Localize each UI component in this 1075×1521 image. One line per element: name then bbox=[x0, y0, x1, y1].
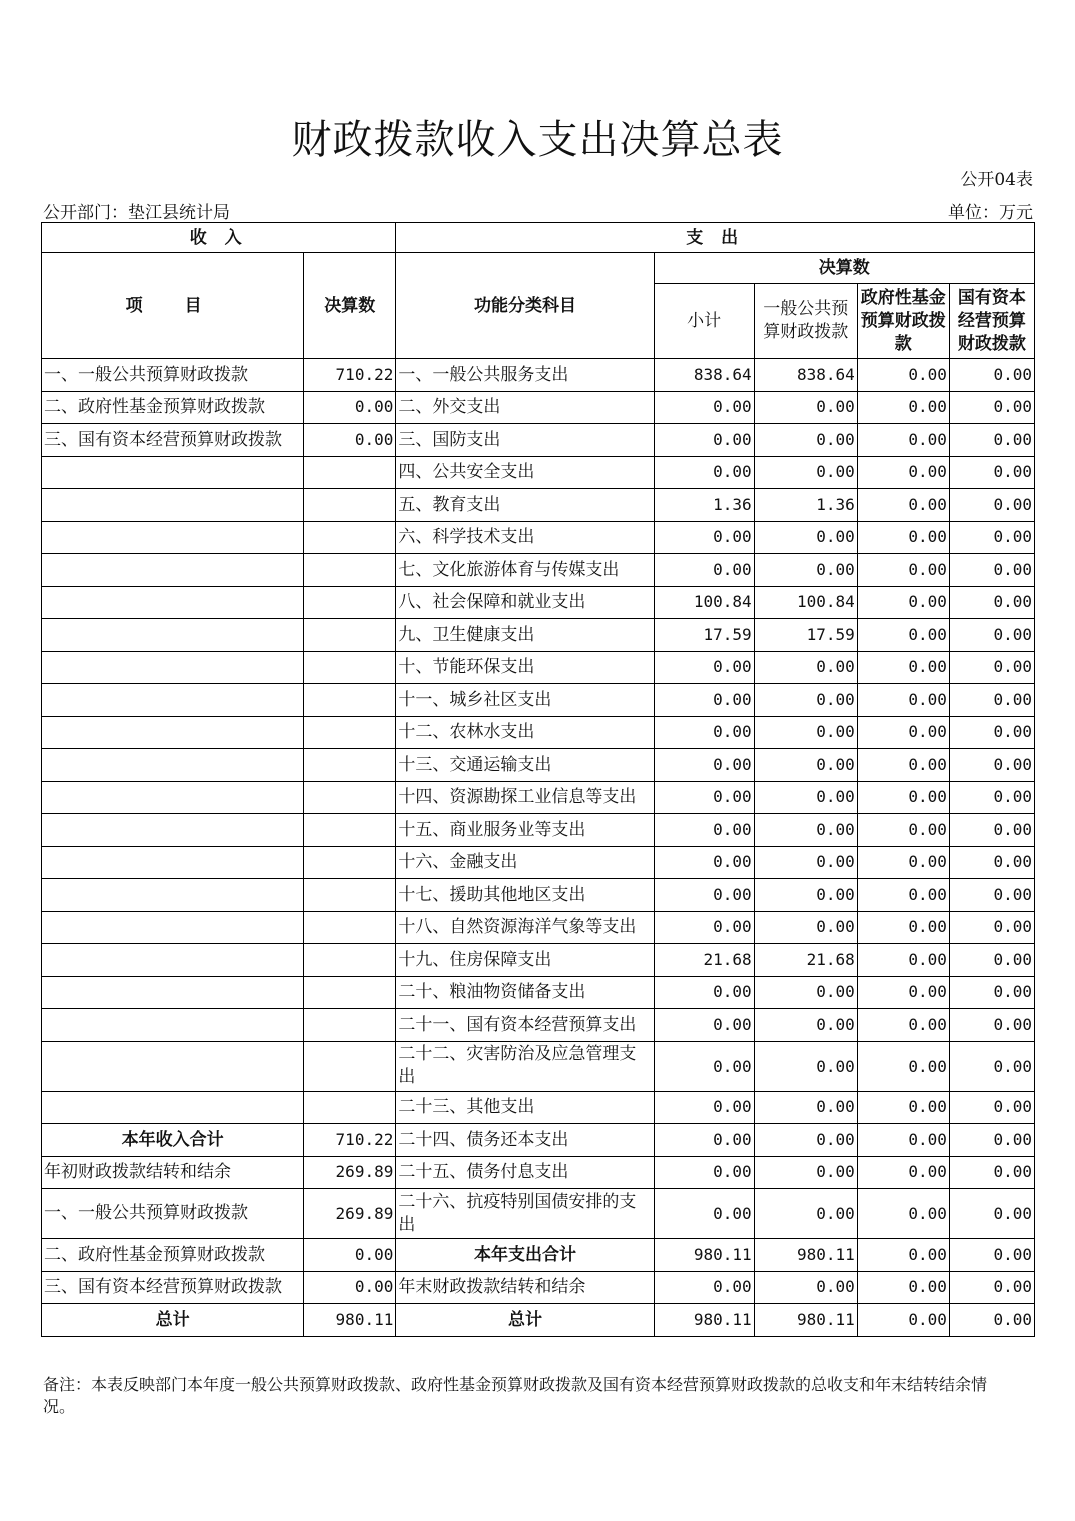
table-row bbox=[42, 651, 1035, 684]
general-budget-cell: 0.00 bbox=[754, 1271, 857, 1304]
general-budget-cell: 0.00 bbox=[754, 424, 857, 457]
table-row bbox=[42, 1304, 1035, 1337]
general-budget-cell: 980.11 bbox=[754, 1304, 857, 1337]
general-budget-cell: 0.00 bbox=[754, 716, 857, 749]
subtotal-cell: 0.00 bbox=[654, 424, 754, 457]
category-header: 功能分类科目 bbox=[396, 253, 654, 359]
fund-budget-cell: 0.00 bbox=[857, 716, 949, 749]
expenditure-item-cell: 十一、城乡社区支出 bbox=[396, 684, 654, 717]
fund-budget-cell: 0.00 bbox=[857, 781, 949, 814]
income-amount-cell bbox=[304, 716, 396, 749]
expenditure-item-cell: 十、节能环保支出 bbox=[396, 651, 654, 684]
income-amount-cell bbox=[304, 1009, 396, 1042]
table-row bbox=[42, 456, 1035, 489]
subtotal-cell: 0.00 bbox=[654, 976, 754, 1009]
income-amount-cell: 0.00 bbox=[304, 391, 396, 424]
subtotal-cell: 0.00 bbox=[654, 1091, 754, 1124]
general-budget-cell: 0.00 bbox=[754, 1156, 857, 1189]
expenditure-item-cell: 二十三、其他支出 bbox=[396, 1091, 654, 1124]
general-budget-cell: 0.00 bbox=[754, 1189, 857, 1239]
state-capital-cell: 0.00 bbox=[949, 911, 1034, 944]
table-row bbox=[42, 944, 1035, 977]
fund-budget-cell: 0.00 bbox=[857, 424, 949, 457]
expenditure-item-cell: 十九、住房保障支出 bbox=[396, 944, 654, 977]
income-amount-cell bbox=[304, 879, 396, 912]
subtotal-cell: 100.84 bbox=[654, 586, 754, 619]
table-row bbox=[42, 814, 1035, 847]
income-amount-cell: 0.00 bbox=[304, 424, 396, 457]
income-amount-cell bbox=[304, 976, 396, 1009]
subtotal-cell: 0.00 bbox=[654, 1271, 754, 1304]
state-capital-cell: 0.00 bbox=[949, 684, 1034, 717]
general-budget-cell: 0.00 bbox=[754, 521, 857, 554]
subtotal-cell: 0.00 bbox=[654, 521, 754, 554]
income-item-cell bbox=[42, 456, 304, 489]
income-amount-cell bbox=[304, 749, 396, 782]
general-budget-cell: 0.00 bbox=[754, 554, 857, 587]
expenditure-item-cell: 二十五、债务付息支出 bbox=[396, 1156, 654, 1189]
expenditure-item-cell: 十六、金融支出 bbox=[396, 846, 654, 879]
state-capital-cell: 0.00 bbox=[949, 651, 1034, 684]
table-row bbox=[42, 586, 1035, 619]
income-item-cell bbox=[42, 976, 304, 1009]
fund-budget-cell: 0.00 bbox=[857, 456, 949, 489]
fund-budget-cell: 0.00 bbox=[857, 911, 949, 944]
table-row bbox=[42, 521, 1035, 554]
state-capital-cell: 0.00 bbox=[949, 781, 1034, 814]
state-capital-header: 国有资本经营预算财政拨款 bbox=[949, 284, 1034, 359]
general-budget-cell: 980.11 bbox=[754, 1239, 857, 1272]
state-capital-cell: 0.00 bbox=[949, 944, 1034, 977]
income-amount-cell bbox=[304, 489, 396, 522]
expenditure-item-cell: 十八、自然资源海洋气象等支出 bbox=[396, 911, 654, 944]
state-capital-cell: 0.00 bbox=[949, 359, 1034, 392]
fund-budget-cell: 0.00 bbox=[857, 1239, 949, 1272]
income-item-cell: 三、国有资本经营预算财政拨款 bbox=[42, 424, 304, 457]
general-budget-cell: 0.00 bbox=[754, 651, 857, 684]
fund-budget-cell: 0.00 bbox=[857, 651, 949, 684]
table-row bbox=[42, 1271, 1035, 1304]
state-capital-cell: 0.00 bbox=[949, 1156, 1034, 1189]
fund-budget-cell: 0.00 bbox=[857, 1156, 949, 1189]
state-capital-cell: 0.00 bbox=[949, 521, 1034, 554]
income-amount-cell bbox=[304, 651, 396, 684]
budget-table bbox=[41, 222, 1035, 1337]
income-amount-cell bbox=[304, 619, 396, 652]
state-capital-cell: 0.00 bbox=[949, 1304, 1034, 1337]
general-budget-cell: 0.00 bbox=[754, 814, 857, 847]
table-row bbox=[42, 716, 1035, 749]
table-row bbox=[42, 781, 1035, 814]
unit-label: 单位：万元 bbox=[948, 203, 1033, 223]
expenditure-item-cell: 四、公共安全支出 bbox=[396, 456, 654, 489]
subtotal-cell: 0.00 bbox=[654, 911, 754, 944]
expenditure-item-cell: 二十、粮油物资储备支出 bbox=[396, 976, 654, 1009]
subtotal-cell: 0.00 bbox=[654, 814, 754, 847]
fund-budget-cell: 0.00 bbox=[857, 684, 949, 717]
fund-budget-cell: 0.00 bbox=[857, 1009, 949, 1042]
subtotal-cell: 980.11 bbox=[654, 1239, 754, 1272]
expenditure-item-cell: 总计 bbox=[396, 1304, 654, 1337]
subtotal-cell: 0.00 bbox=[654, 846, 754, 879]
income-amount-cell bbox=[304, 684, 396, 717]
table-row bbox=[42, 1041, 1035, 1091]
expenditure-item-cell: 六、科学技术支出 bbox=[396, 521, 654, 554]
subtotal-cell: 0.00 bbox=[654, 1156, 754, 1189]
expenditure-header: 支 出 bbox=[396, 223, 1035, 253]
expenditure-item-cell: 十二、农林水支出 bbox=[396, 716, 654, 749]
income-item-cell bbox=[42, 911, 304, 944]
subtotal-cell: 980.11 bbox=[654, 1304, 754, 1337]
table-row bbox=[42, 1189, 1035, 1239]
table-body bbox=[42, 359, 1035, 1337]
table-row bbox=[42, 1009, 1035, 1042]
subtotal-cell: 0.00 bbox=[654, 1124, 754, 1157]
income-item-cell bbox=[42, 749, 304, 782]
expenditure-item-cell: 十三、交通运输支出 bbox=[396, 749, 654, 782]
expenditure-item-cell: 十五、商业服务业等支出 bbox=[396, 814, 654, 847]
fund-budget-header: 政府性基金预算财政拨款 bbox=[857, 284, 949, 359]
general-budget-cell: 0.00 bbox=[754, 749, 857, 782]
general-budget-cell: 0.00 bbox=[754, 1009, 857, 1042]
fund-budget-cell: 0.00 bbox=[857, 1271, 949, 1304]
table-row bbox=[42, 1156, 1035, 1189]
fund-budget-cell: 0.00 bbox=[857, 586, 949, 619]
income-item-cell: 总计 bbox=[42, 1304, 304, 1337]
state-capital-cell: 0.00 bbox=[949, 846, 1034, 879]
income-item-cell bbox=[42, 846, 304, 879]
general-budget-cell: 21.68 bbox=[754, 944, 857, 977]
income-amount-header: 决算数 bbox=[304, 253, 396, 359]
state-capital-cell: 0.00 bbox=[949, 489, 1034, 522]
general-budget-cell: 0.00 bbox=[754, 879, 857, 912]
general-budget-cell: 17.59 bbox=[754, 619, 857, 652]
fund-budget-cell: 0.00 bbox=[857, 521, 949, 554]
subtotal-header: 小计 bbox=[654, 284, 754, 359]
subtotal-cell: 0.00 bbox=[654, 1041, 754, 1091]
state-capital-cell: 0.00 bbox=[949, 976, 1034, 1009]
general-budget-cell: 0.00 bbox=[754, 1091, 857, 1124]
general-budget-cell: 0.00 bbox=[754, 391, 857, 424]
expenditure-item-cell: 一、一般公共服务支出 bbox=[396, 359, 654, 392]
table-row bbox=[42, 359, 1035, 392]
fund-budget-cell: 0.00 bbox=[857, 846, 949, 879]
department-label: 公开部门：垫江县统计局 bbox=[43, 203, 230, 223]
fund-budget-cell: 0.00 bbox=[857, 554, 949, 587]
subtotal-cell: 0.00 bbox=[654, 554, 754, 587]
subtotal-cell: 0.00 bbox=[654, 781, 754, 814]
state-capital-cell: 0.00 bbox=[949, 1271, 1034, 1304]
income-amount-cell: 0.00 bbox=[304, 1271, 396, 1304]
income-item-cell: 二、政府性基金预算财政拨款 bbox=[42, 391, 304, 424]
fund-budget-cell: 0.00 bbox=[857, 619, 949, 652]
fund-budget-cell: 0.00 bbox=[857, 391, 949, 424]
table-row bbox=[42, 976, 1035, 1009]
income-amount-cell bbox=[304, 554, 396, 587]
income-item-cell: 一、一般公共预算财政拨款 bbox=[42, 1189, 304, 1239]
expenditure-item-cell: 七、文化旅游体育与传媒支出 bbox=[396, 554, 654, 587]
income-item-cell bbox=[42, 554, 304, 587]
table-row bbox=[42, 879, 1035, 912]
income-item-cell bbox=[42, 619, 304, 652]
state-capital-cell: 0.00 bbox=[949, 716, 1034, 749]
footnote: 备注：本表反映部门本年度一般公共预算财政拨款、政府性基金预算财政拨款及国有资本经营预算财政拨款的总收支和年末结转结余情况。 bbox=[43, 1375, 988, 1416]
income-amount-cell bbox=[304, 456, 396, 489]
income-amount-cell: 710.22 bbox=[304, 359, 396, 392]
income-item-cell: 二、政府性基金预算财政拨款 bbox=[42, 1239, 304, 1272]
general-budget-cell: 100.84 bbox=[754, 586, 857, 619]
state-capital-cell: 0.00 bbox=[949, 1124, 1034, 1157]
income-amount-cell bbox=[304, 846, 396, 879]
expenditure-item-cell: 年末财政拨款结转和结余 bbox=[396, 1271, 654, 1304]
table-row bbox=[42, 554, 1035, 587]
subtotal-cell: 0.00 bbox=[654, 1189, 754, 1239]
expenditure-item-cell: 五、教育支出 bbox=[396, 489, 654, 522]
fund-budget-cell: 0.00 bbox=[857, 1041, 949, 1091]
income-item-cell bbox=[42, 521, 304, 554]
subtotal-cell: 0.00 bbox=[654, 749, 754, 782]
subtotal-cell: 17.59 bbox=[654, 619, 754, 652]
income-item-cell bbox=[42, 716, 304, 749]
income-item-cell: 三、国有资本经营预算财政拨款 bbox=[42, 1271, 304, 1304]
fund-budget-cell: 0.00 bbox=[857, 359, 949, 392]
subtotal-cell: 21.68 bbox=[654, 944, 754, 977]
expenditure-item-cell: 九、卫生健康支出 bbox=[396, 619, 654, 652]
expenditure-item-cell: 十四、资源勘探工业信息等支出 bbox=[396, 781, 654, 814]
state-capital-cell: 0.00 bbox=[949, 456, 1034, 489]
general-budget-header: 一般公共预算财政拨款 bbox=[754, 284, 857, 359]
income-amount-cell bbox=[304, 911, 396, 944]
expenditure-item-cell: 二十一、国有资本经营预算支出 bbox=[396, 1009, 654, 1042]
income-item-cell bbox=[42, 586, 304, 619]
general-budget-cell: 0.00 bbox=[754, 1041, 857, 1091]
expenditure-item-cell: 二十四、债务还本支出 bbox=[396, 1124, 654, 1157]
income-item-cell: 一、一般公共预算财政拨款 bbox=[42, 359, 304, 392]
page-title: 财政拨款收入支出决算总表 bbox=[291, 117, 784, 163]
income-amount-cell bbox=[304, 521, 396, 554]
fund-budget-cell: 0.00 bbox=[857, 1304, 949, 1337]
subtotal-cell: 0.00 bbox=[654, 456, 754, 489]
general-budget-cell: 0.00 bbox=[754, 684, 857, 717]
table-row bbox=[42, 911, 1035, 944]
income-item-cell: 本年收入合计 bbox=[42, 1124, 304, 1157]
income-amount-cell: 269.89 bbox=[304, 1156, 396, 1189]
expenditure-item-cell: 二十二、灾害防治及应急管理支出 bbox=[396, 1041, 654, 1091]
income-amount-cell bbox=[304, 944, 396, 977]
income-amount-cell bbox=[304, 1091, 396, 1124]
subtotal-cell: 0.00 bbox=[654, 684, 754, 717]
fund-budget-cell: 0.00 bbox=[857, 749, 949, 782]
general-budget-cell: 1.36 bbox=[754, 489, 857, 522]
state-capital-cell: 0.00 bbox=[949, 1041, 1034, 1091]
expenditure-item-cell: 八、社会保障和就业支出 bbox=[396, 586, 654, 619]
state-capital-cell: 0.00 bbox=[949, 1091, 1034, 1124]
table-row bbox=[42, 424, 1035, 457]
expenditure-item-cell: 十七、援助其他地区支出 bbox=[396, 879, 654, 912]
table-row bbox=[42, 391, 1035, 424]
income-amount-cell: 0.00 bbox=[304, 1239, 396, 1272]
general-budget-cell: 0.00 bbox=[754, 456, 857, 489]
income-item-cell bbox=[42, 1041, 304, 1091]
table-row bbox=[42, 619, 1035, 652]
state-capital-cell: 0.00 bbox=[949, 554, 1034, 587]
general-budget-cell: 0.00 bbox=[754, 1124, 857, 1157]
item-header: 项 目 bbox=[42, 253, 304, 359]
state-capital-cell: 0.00 bbox=[949, 1189, 1034, 1239]
subtotal-cell: 0.00 bbox=[654, 716, 754, 749]
income-item-cell bbox=[42, 651, 304, 684]
fund-budget-cell: 0.00 bbox=[857, 1189, 949, 1239]
income-item-cell bbox=[42, 489, 304, 522]
state-capital-cell: 0.00 bbox=[949, 1009, 1034, 1042]
income-amount-cell bbox=[304, 814, 396, 847]
state-capital-cell: 0.00 bbox=[949, 879, 1034, 912]
income-item-cell bbox=[42, 879, 304, 912]
income-item-cell bbox=[42, 814, 304, 847]
income-header: 收 入 bbox=[42, 223, 396, 253]
income-item-cell: 年初财政拨款结转和结余 bbox=[42, 1156, 304, 1189]
state-capital-cell: 0.00 bbox=[949, 814, 1034, 847]
income-item-cell bbox=[42, 1009, 304, 1042]
subtotal-cell: 0.00 bbox=[654, 651, 754, 684]
general-budget-cell: 0.00 bbox=[754, 911, 857, 944]
state-capital-cell: 0.00 bbox=[949, 749, 1034, 782]
income-item-cell bbox=[42, 1091, 304, 1124]
fund-budget-cell: 0.00 bbox=[857, 814, 949, 847]
form-number: 公开04表 bbox=[960, 170, 1033, 190]
income-item-cell bbox=[42, 684, 304, 717]
table-row bbox=[42, 1124, 1035, 1157]
income-amount-cell bbox=[304, 781, 396, 814]
subtotal-cell: 0.00 bbox=[654, 391, 754, 424]
table-row bbox=[42, 846, 1035, 879]
expenditure-item-cell: 三、国防支出 bbox=[396, 424, 654, 457]
fund-budget-cell: 0.00 bbox=[857, 879, 949, 912]
general-budget-cell: 838.64 bbox=[754, 359, 857, 392]
income-item-cell bbox=[42, 781, 304, 814]
exp-amount-header: 决算数 bbox=[654, 253, 1034, 284]
income-amount-cell: 710.22 bbox=[304, 1124, 396, 1157]
fund-budget-cell: 0.00 bbox=[857, 1124, 949, 1157]
income-amount-cell: 980.11 bbox=[304, 1304, 396, 1337]
income-amount-cell: 269.89 bbox=[304, 1189, 396, 1239]
fund-budget-cell: 0.00 bbox=[857, 1091, 949, 1124]
fund-budget-cell: 0.00 bbox=[857, 944, 949, 977]
table-row bbox=[42, 1091, 1035, 1124]
expenditure-item-cell: 二、外交支出 bbox=[396, 391, 654, 424]
income-amount-cell bbox=[304, 1041, 396, 1091]
state-capital-cell: 0.00 bbox=[949, 586, 1034, 619]
expenditure-item-cell: 本年支出合计 bbox=[396, 1239, 654, 1272]
state-capital-cell: 0.00 bbox=[949, 1239, 1034, 1272]
subtotal-cell: 0.00 bbox=[654, 879, 754, 912]
subtotal-cell: 838.64 bbox=[654, 359, 754, 392]
income-amount-cell bbox=[304, 586, 396, 619]
table-row bbox=[42, 684, 1035, 717]
table-row bbox=[42, 489, 1035, 522]
state-capital-cell: 0.00 bbox=[949, 619, 1034, 652]
general-budget-cell: 0.00 bbox=[754, 976, 857, 1009]
state-capital-cell: 0.00 bbox=[949, 424, 1034, 457]
fund-budget-cell: 0.00 bbox=[857, 976, 949, 1009]
state-capital-cell: 0.00 bbox=[949, 391, 1034, 424]
general-budget-cell: 0.00 bbox=[754, 781, 857, 814]
general-budget-cell: 0.00 bbox=[754, 846, 857, 879]
income-item-cell bbox=[42, 944, 304, 977]
fund-budget-cell: 0.00 bbox=[857, 489, 949, 522]
subtotal-cell: 0.00 bbox=[654, 1009, 754, 1042]
table-row bbox=[42, 1239, 1035, 1272]
expenditure-item-cell: 二十六、抗疫特别国债安排的支出 bbox=[396, 1189, 654, 1239]
subtotal-cell: 1.36 bbox=[654, 489, 754, 522]
table-row bbox=[42, 749, 1035, 782]
